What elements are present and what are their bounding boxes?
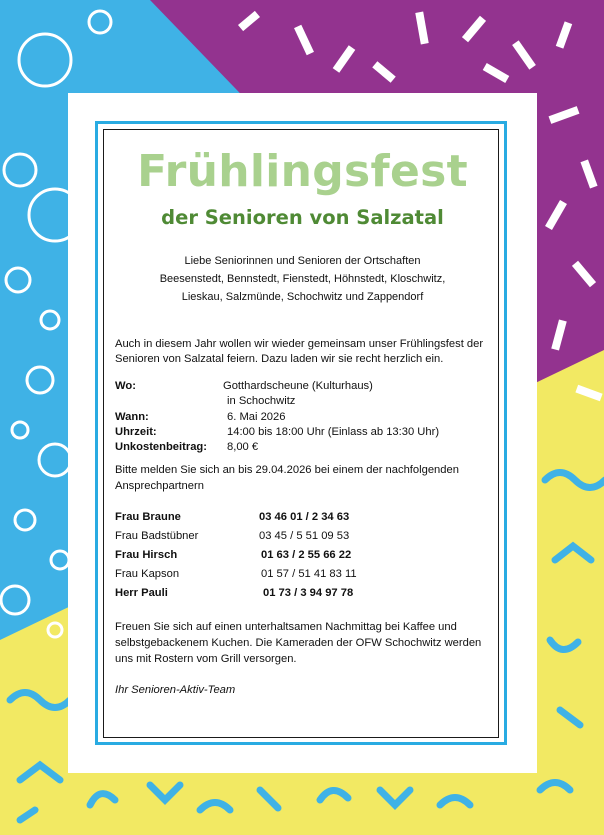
greeting-line: Lieskau, Salzmünde, Schochwitz und Zappendorf <box>181 291 424 303</box>
detail-row-fee <box>115 440 490 455</box>
contact-phone: 03 45 / 5 51 09 53 <box>259 530 350 543</box>
contact-name: Herr Pauli <box>115 587 168 600</box>
contact-name: Frau Hirsch <box>115 549 178 562</box>
contact-phone: 01 57 / 51 41 83 11 <box>261 568 357 581</box>
flyer-content <box>115 145 490 698</box>
detail-value: 8,00 € <box>227 441 259 454</box>
contact-list <box>115 508 490 603</box>
closing-paragraph: Freuen Sie sich auf einen unterhaltsamen Nachmittag bei Kaffee und selbstgebackenem Kuchen. Die Kameraden der OFW Schochwitz werden uns mit Rostern vom Grill versorgen. <box>115 621 482 666</box>
detail-value: Gotthardscheune (Kulturhaus) <box>223 380 373 392</box>
signature: Ihr Senioren-Aktiv-Team <box>115 684 236 697</box>
page-title: Frühlingsfest <box>137 146 468 197</box>
detail-value: 6. Mai 2026 <box>227 410 286 423</box>
contact-row <box>115 565 490 584</box>
contact-phone: 01 63 / 2 55 66 22 <box>261 549 352 562</box>
event-details <box>115 379 490 455</box>
greeting-line: Liebe Seniorinnen und Senioren der Ortschaften <box>184 255 421 267</box>
detail-row-location-2 <box>115 394 490 409</box>
contact-row <box>115 584 490 603</box>
detail-label: Wo: <box>115 380 136 392</box>
detail-value: in Schochwitz <box>227 395 296 408</box>
contact-row <box>115 508 490 527</box>
contact-name: Frau Badstübner <box>115 530 199 543</box>
detail-label: Wann: <box>115 410 149 423</box>
contact-row <box>115 546 490 565</box>
contact-name: Frau Kapson <box>115 568 180 581</box>
registration-note: Bitte melden Sie sich an bis 29.04.2026 bei einem der nachfolgenden Ansprechpartnern <box>115 464 459 492</box>
detail-label: Uhrzeit: <box>115 425 157 438</box>
contact-phone: 01 73 / 3 94 97 78 <box>263 587 354 600</box>
detail-row-location <box>115 379 490 394</box>
detail-label: Unkostenbeitrag: <box>115 441 207 454</box>
contact-row <box>115 527 490 546</box>
subtitle: der Senioren von Salzatal <box>161 206 444 229</box>
contact-name: Frau Braune <box>115 511 181 524</box>
detail-row-date <box>115 410 490 425</box>
greeting-line: Beesenstedt, Bennstedt, Fienstedt, Höhnstedt, Kloschwitz, <box>159 273 446 285</box>
greeting <box>115 252 490 306</box>
intro-paragraph: Auch in diesem Jahr wollen wir wieder gemeinsam unser Frühlingsfest der Senioren von Salzatal feiern. Dazu laden wir sie recht herzlich ein. <box>115 338 484 365</box>
contact-phone: 03 46 01 / 2 34 63 <box>259 511 350 524</box>
detail-value: 14:00 bis 18:00 Uhr (Einlass ab 13:30 Uhr) <box>227 425 440 438</box>
detail-row-time <box>115 425 490 440</box>
